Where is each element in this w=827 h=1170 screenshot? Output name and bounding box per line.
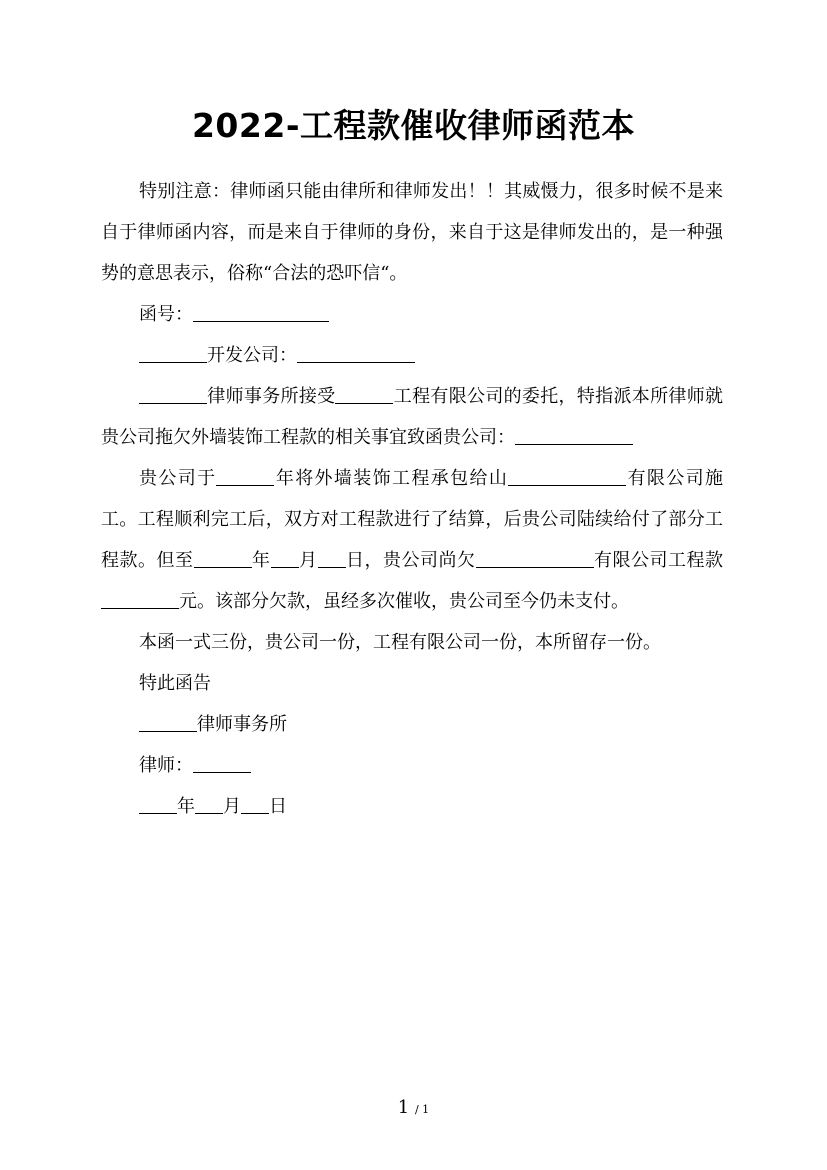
notice-paragraph: 特别注意：律师函只能由律所和律师发出！！其威慑力，很多时候不是来自于律师函内容，而是来自于律师的身份，来自于这是律师发出的，是一种强势的意思表示，俗称“合法的恐吓信“。 (101, 181, 723, 284)
facts-text-1: 贵公司于 (139, 468, 217, 489)
page-current: 1 (397, 1097, 410, 1118)
signature-day-label: 日 (269, 796, 287, 817)
signature-lawyer-line (101, 745, 723, 786)
facts-text-4: 年 (251, 550, 271, 571)
letter-number-line (101, 294, 723, 335)
recipient-suffix: 开发公司： (207, 345, 297, 366)
facts-text-6: 日，贵公司尚欠 (345, 550, 476, 571)
firm-name-blank (139, 385, 207, 404)
deadline-month-blank (271, 549, 299, 568)
copies-paragraph: 本函一式三份，贵公司一份，工程有限公司一份，本所留存一份。 (139, 632, 661, 653)
page-total: / 1 (414, 1103, 430, 1116)
signature-lawyer-blank (193, 754, 251, 773)
creditor-name-blank (476, 549, 594, 568)
signature-date-line (101, 786, 723, 827)
signature-month-blank (195, 795, 223, 814)
facts-text-3: 有限公司施工。工程顺利完工后，双方对工程款进行了结算，后贵公司陆续给付了部分工程款。但至 (101, 468, 724, 571)
contractor-name-blank (508, 467, 626, 486)
document-body (101, 171, 723, 827)
deadline-year-blank (194, 549, 252, 568)
signature-firm-blank (139, 713, 197, 732)
letter-number-label: 函号： (139, 304, 193, 325)
entrust-text-2: 工程有限公司的委托，特指派本所律师就贵公司拖欠外墙装饰工程款的相关事宜致函贵公司： (101, 386, 724, 448)
entrust-text-1: 律师事务所接受 (207, 386, 336, 407)
signature-day-blank (241, 795, 269, 814)
facts-text-8: 元。该部分欠款，虽经多次催收，贵公司至今仍未支付。 (179, 591, 629, 612)
contract-year-blank (216, 467, 274, 486)
closing-line: 特此函告 (139, 673, 211, 694)
signature-firm-line (101, 704, 723, 745)
facts-paragraph (101, 458, 723, 622)
client-name-blank (335, 385, 393, 404)
entrust-paragraph (101, 376, 723, 458)
signature-firm-suffix: 律师事务所 (197, 714, 287, 735)
facts-text-2: 年将外墙装饰工程承包给山 (274, 468, 509, 489)
letter-number-blank (193, 303, 329, 322)
facts-text-7: 有限公司工程款 (593, 550, 723, 571)
document-title: 2022-工程款催收律师函范本 (191, 106, 636, 145)
facts-text-5: 月 (298, 550, 318, 571)
deadline-day-blank (318, 549, 346, 568)
addressee-blank (515, 426, 633, 445)
recipient-line (101, 335, 723, 376)
recipient-blank (297, 344, 415, 363)
signature-year-label: 年 (177, 796, 195, 817)
recipient-name-blank (139, 344, 207, 363)
signature-month-label: 月 (223, 796, 241, 817)
amount-blank (101, 590, 179, 609)
signature-year-blank (139, 795, 177, 814)
signature-lawyer-label: 律师： (139, 755, 193, 776)
page-number (0, 1097, 827, 1121)
